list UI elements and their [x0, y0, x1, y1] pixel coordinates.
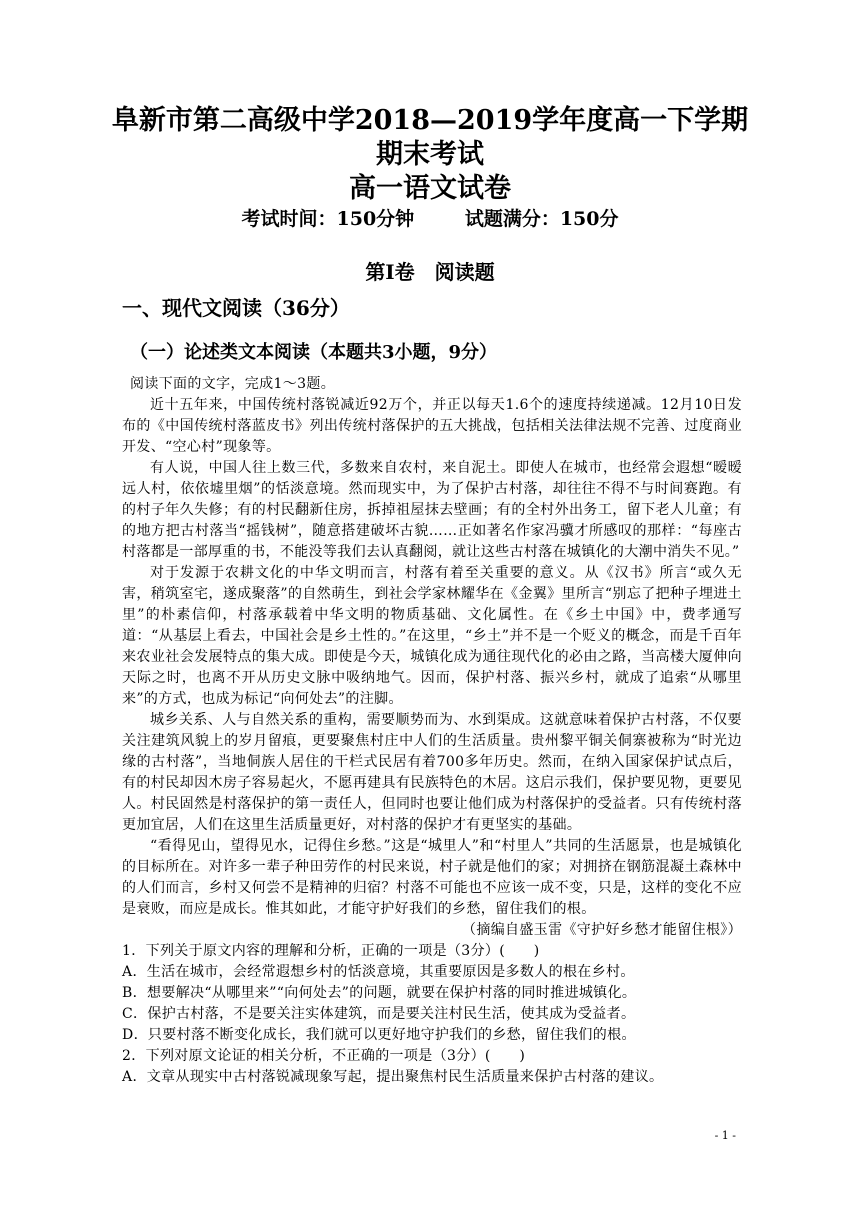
exam-meta	[0, 206, 860, 232]
page-number: - 1 -	[714, 1129, 736, 1142]
reading-passage	[122, 374, 742, 1088]
instructions: 阅读下面的文字，完成1～3题。	[130, 376, 336, 392]
part-heading: 第Ⅰ卷 阅读题	[365, 260, 495, 284]
paragraph: 城乡关系、人与自然关系的重构，需要顺势而为、水到渠成。这就意味着保护古村落，不仅要关注建筑风貌上的岁月留痕，更要聚焦村庄中人们的生活质量。贵州黎平铜关侗寨被称为“时光边缘的古村落”，当地侗族人居住的干栏式民居有着700多年历史。然而，在纳入国家保护试点后，有的村民却因木房子容易起火，不愿再建具有民族特色的木居。这启示我们，保护要见物，更要见人。村民固然是村落保护的第一责任人，但同时也要让他们成为村落保护的受益者。只有传统村落更加宜居，人们在这里生活质量更好，对村落的保护才有更坚实的基础。	[122, 712, 742, 833]
question-stem: 2．下列对原文论证的相关分析，不正确的一项是（3分）( )	[122, 1048, 526, 1064]
section-heading: 一、现代文阅读（36分）	[122, 296, 350, 320]
question-option: A．文章从现实中古村落锐减现象写起，提出聚焦村民生活质量来保护古村落的建议。	[122, 1069, 664, 1085]
source-citation: （摘编自盛玉雷《守护好乡愁才能留住根》）	[462, 922, 742, 938]
subsection-heading: （一）论述类文本阅读（本题共3小题，9分）	[130, 342, 498, 363]
paragraph: 对于发源于农耕文化的中华文明而言，村落有着至关重要的意义。从《汉书》所言“或久无害，稍筑室宅，遂成聚落”的自然萌生，到社会学家林耀华在《金翼》里所言“别忘了把种子埋进土里”的朴素信仰，村落承载着中华文明的物质基础、文化属性。在《乡土中国》中，费孝通写道：“从基层上看去，中国社会是乡土性的。”在这里，“乡土”并不是一个贬义的概念，而是千百年来农业社会发展特点的集大成。即使是今天，城镇化成为通往现代化的必由之路，当高楼大厦伸向天际之时，也离不开从历史文脉中吸纳地气。因而，保护村落、振兴乡村，就成了追索“从哪里来”的方式，也成为标记“向何处去”的注脚。	[122, 565, 742, 707]
exam-subtitle: 高一语文试卷	[349, 173, 511, 204]
question-stem: 1．下列关于原文内容的理解和分析，正确的一项是（3分）( )	[122, 943, 540, 959]
question-option: C．保护古村落，不是要关注实体建筑，而是要关注村民生活，使其成为受益者。	[122, 1006, 636, 1022]
paragraph: “看得见山，望得见水，记得住乡愁。”这是“城里人”和“村里人”共同的生活愿景，也是城镇化的目标所在。对许多一辈子种田劳作的村民来说，村子就是他们的家；对拥挤在钢筋混凝土森林中的人们而言，乡村又何尝不是精神的归宿？村落不可能也不应该一成不变，只是，这样的变化不应是衰败，而应是成长。惟其如此，才能守护好我们的乡愁，留住我们的根。	[122, 838, 742, 917]
paragraph: 有人说，中国人往上数三代，多数来自农村，来自泥土。即使人在城市，也经常会遐想“暧暧远人村，依依墟里烟”的恬淡意境。然而现实中，为了保护古村落，却往往不得不与时间赛跑。有的村子年久失修；有的村民翻新住房，拆掉祖屋抹去壁画；有的全村外出务工，留下老人儿童；有的地方把古村落当“摇钱树”，随意搭建破坏古貌……正如著名作家冯骥才所感叹的那样：“每座古村落都是一部厚重的书，不能没等我们去认真翻阅，就让这些古村落在城镇化的大潮中消失不见。”	[122, 460, 742, 560]
question-option: A．生活在城市，会经常遐想乡村的恬淡意境，其重要原因是多数人的根在乡村。	[122, 964, 635, 980]
exam-time: 考试时间：150分钟	[241, 208, 415, 230]
question-option: D．只要村落不断变化成长，我们就可以更好地守护我们的乡愁，留住我们的根。	[122, 1027, 636, 1043]
paragraph: 近十五年来，中国传统村落锐减近92万个，并正以每天1.6个的速度持续递减。12月10日发布的《中国传统村落蓝皮书》列出传统村落保护的五大挑战，包括相关法律法规不完善、过度商业开发、“空心村”现象等。	[122, 397, 742, 455]
question-option: B．想要解决“从哪里来”“向何处去”的问题，就要在保护村落的同时推进城镇化。	[122, 985, 637, 1001]
exam-title: 阜新市第二高级中学2018—2019学年度高一下学期期末考试	[111, 105, 749, 170]
full-score: 试题满分：150分	[464, 208, 619, 230]
